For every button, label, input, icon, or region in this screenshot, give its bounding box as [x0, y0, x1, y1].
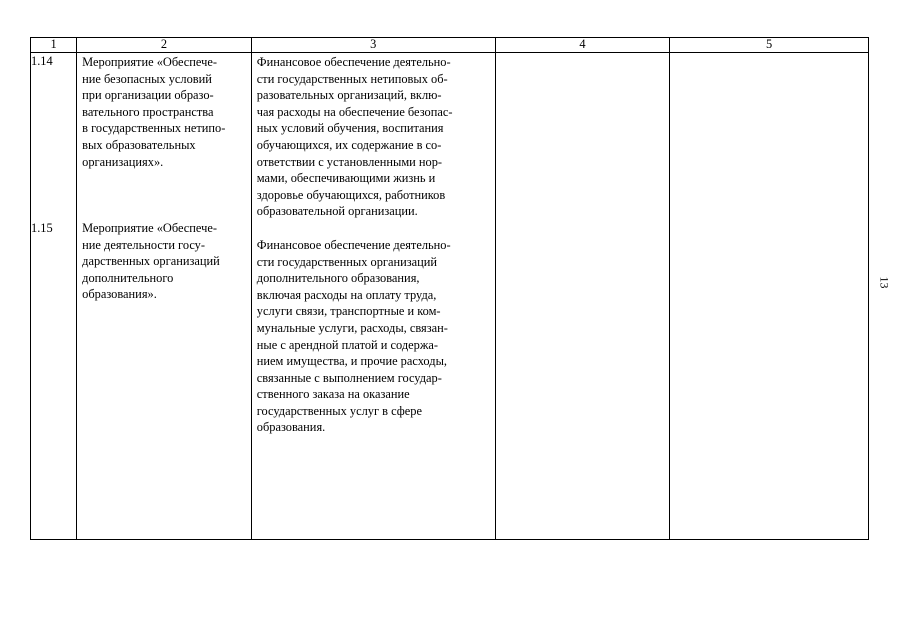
column-header-4: 4: [495, 38, 670, 53]
header-row: [31, 38, 869, 53]
page-number: 13: [877, 276, 892, 289]
column-header-2: 2: [77, 38, 252, 53]
row-number: 1.14: [31, 54, 53, 68]
column-header-5: 5: [670, 38, 869, 53]
description-text: Финансовое обеспечение деятельно- сти государственных нетиповых об- разовательных организаций, вклю- чая расходы на обеспечение безопас- ных условий обучения, воспитания обучающихся, их содержание в со- ответствии с установленными нор- мами, обеспечивающими жизнь и здоровье обучающихся, работников образовательной организации.: [256, 55, 453, 219]
event-text: Мероприятие «Обеспече- ние деятельности госу- дарственных организаций дополнительного образования».: [82, 221, 220, 302]
column-5-cell: [670, 53, 869, 540]
event-cell: [77, 53, 252, 540]
document-table: [30, 37, 869, 540]
column-header-3: 3: [251, 38, 495, 53]
table-row: [31, 53, 869, 540]
row-number-cell: [31, 53, 77, 540]
column-4-cell: [495, 53, 670, 540]
description-text: Финансовое обеспечение деятельно- сти государственных организаций дополнительного образования, включая расходы на оплату труда, услуги связи, транспортные и ком- мунальные услуги, расходы, связан- ные с арендной платой и содержа- нием имущества, и прочие расходы, связанные с выполнением государ- ственного заказа на оказание государственных услуг в сфере образования.: [256, 237, 451, 435]
event-text: Мероприятие «Обеспече- ние безопасных условий при организации образо- вательного пространства в государственных нетипо- вых образовательных организациях».: [82, 55, 226, 169]
column-header-1: 1: [31, 38, 77, 53]
row-number: 1.15: [31, 220, 53, 235]
description-cell: [251, 53, 495, 540]
